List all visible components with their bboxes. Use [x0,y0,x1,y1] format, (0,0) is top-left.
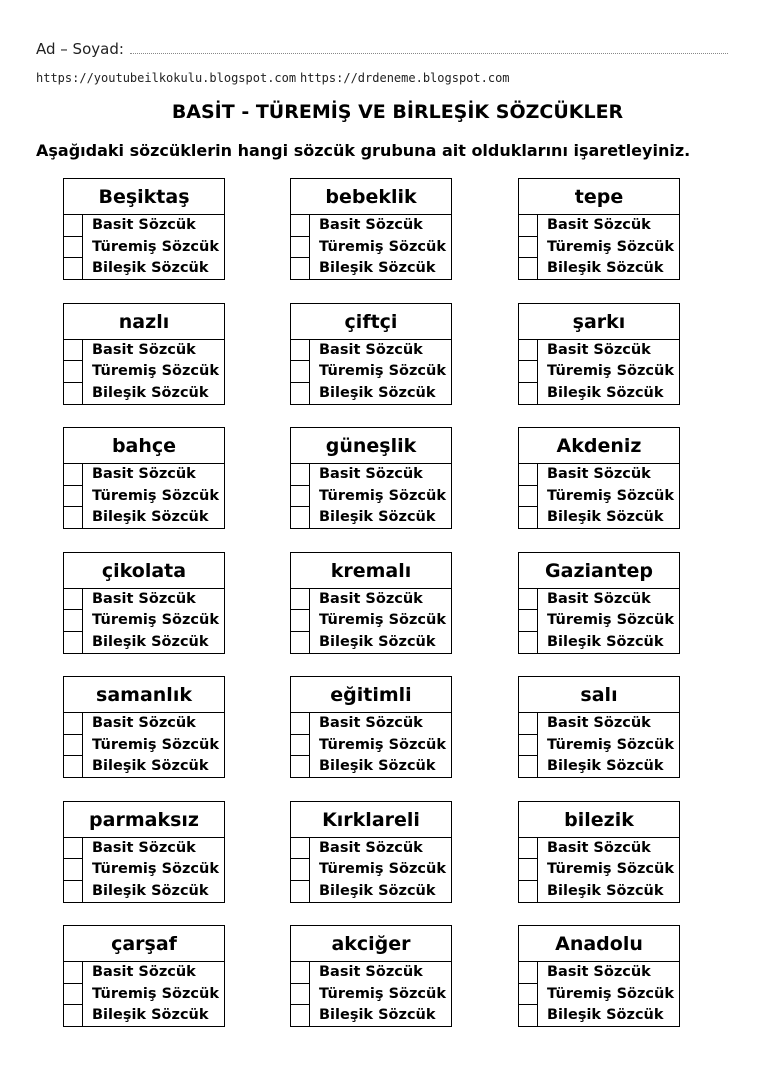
checkbox[interactable] [519,610,538,632]
checkbox[interactable] [519,859,538,881]
checkbox[interactable] [519,735,538,757]
option-label: Türemiş Sözcük [547,736,674,753]
option-row [64,756,224,778]
option-label: Türemiş Sözcük [92,363,219,379]
option-row [519,258,679,280]
option-row [291,258,451,280]
name-surname-label: Ad – Soyad: [36,40,124,58]
word-title: parmaksız [64,802,224,838]
checkbox[interactable] [291,962,310,984]
option-row [64,340,224,362]
checkbox[interactable] [64,258,83,280]
option-label: Basit Sözcük [547,839,651,856]
word-title: Kırklareli [291,802,451,838]
checkbox[interactable] [519,486,538,508]
checkbox[interactable] [291,589,310,611]
checkbox[interactable] [64,215,83,237]
option-label: Bileşik Sözcük [319,633,436,650]
checkbox[interactable] [519,1005,538,1027]
option-row [519,507,679,529]
option-row [519,340,679,362]
checkbox[interactable] [519,215,538,237]
option-row [519,237,679,259]
option-label: Türemiş Sözcük [547,238,674,255]
checkbox[interactable] [291,486,310,508]
option-row [291,383,451,405]
word-card [290,552,452,654]
checkbox[interactable] [291,838,310,860]
option-row [64,735,224,757]
checkbox[interactable] [64,1005,83,1027]
word-card [63,801,225,903]
word-card [63,925,225,1027]
option-label: Türemiş Sözcük [319,363,446,379]
word-card [290,925,452,1027]
option-label: Bileşik Sözcük [92,758,209,774]
option-row [64,610,224,632]
option-label: Türemiş Sözcük [319,736,446,753]
checkbox[interactable] [291,215,310,237]
option-row [291,507,451,529]
option-label: Türemiş Sözcük [92,985,219,1002]
word-title: güneşlik [291,428,451,464]
option-label: Bileşik Sözcük [547,1007,664,1023]
checkbox[interactable] [519,383,538,405]
name-surname-line[interactable] [36,38,728,58]
checkbox[interactable] [519,507,538,529]
option-label: Basit Sözcük [319,590,423,607]
word-card [290,178,452,280]
option-label: Türemiş Sözcük [92,612,219,628]
option-label: Türemiş Sözcük [319,238,446,255]
option-label: Basit Sözcük [319,341,423,358]
option-row [519,838,679,860]
option-label: Bileşik Sözcük [547,882,664,899]
option-row [519,361,679,383]
word-card [518,427,680,529]
word-card [63,676,225,778]
checkbox[interactable] [291,859,310,881]
checkbox[interactable] [519,340,538,362]
option-row [519,610,679,632]
option-row [519,632,679,654]
word-title: akciğer [291,926,451,962]
option-label: Türemiş Sözcük [547,861,674,877]
word-title: nazlı [64,304,224,340]
option-row [519,215,679,237]
option-row [519,735,679,757]
option-row [64,859,224,881]
option-row [519,1005,679,1027]
word-card [290,303,452,405]
option-label: Türemiş Sözcük [319,487,446,504]
word-card [290,676,452,778]
option-label: Basit Sözcük [92,341,196,358]
option-row [519,984,679,1006]
word-title: bilezik [519,802,679,838]
checkbox[interactable] [64,838,83,860]
word-title: tepe [519,179,679,215]
checkbox[interactable] [291,383,310,405]
word-title: Gaziantep [519,553,679,589]
checkbox[interactable] [291,610,310,632]
checkbox[interactable] [291,984,310,1006]
option-label: Bileşik Sözcük [92,1007,209,1023]
option-row [64,258,224,280]
option-row [291,610,451,632]
blog-url-right: https://drdeneme.blogspot.com [300,71,510,85]
option-row [291,464,451,486]
word-card [518,178,680,280]
option-label: Bileşik Sözcük [319,1007,436,1023]
option-label: Basit Sözcük [92,964,196,980]
word-card [290,801,452,903]
option-label: Basit Sözcük [92,715,196,731]
option-label: Basit Sözcük [92,590,196,607]
option-label: Bileşik Sözcük [92,633,209,650]
option-label: Türemiş Sözcük [92,736,219,753]
word-title: Akdeniz [519,428,679,464]
word-title: çikolata [64,553,224,589]
option-label: Türemiş Sözcük [547,985,674,1002]
option-label: Bileşik Sözcük [319,882,436,899]
option-label: Bileşik Sözcük [547,633,664,650]
checkbox[interactable] [519,361,538,383]
option-row [64,589,224,611]
option-label: Bileşik Sözcük [547,384,664,401]
option-label: Bileşik Sözcük [92,882,209,899]
option-label: Basit Sözcük [319,466,423,482]
checkbox[interactable] [64,881,83,903]
checkbox[interactable] [291,464,310,486]
option-row [519,756,679,778]
option-label: Türemiş Sözcük [92,238,219,255]
checkbox[interactable] [519,984,538,1006]
word-card [518,925,680,1027]
option-row [291,632,451,654]
checkbox[interactable] [64,361,83,383]
option-row [291,735,451,757]
checkbox[interactable] [291,881,310,903]
option-row [64,713,224,735]
word-card [518,676,680,778]
option-label: Türemiş Sözcük [92,861,219,877]
option-label: Bileşik Sözcük [92,260,209,276]
option-label: Bileşik Sözcük [92,509,209,525]
word-card [518,801,680,903]
word-card [290,427,452,529]
checkbox[interactable] [64,486,83,508]
word-card [63,427,225,529]
word-title: kremalı [291,553,451,589]
option-label: Basit Sözcük [547,590,651,607]
word-card [518,552,680,654]
word-title: Beşiktaş [64,179,224,215]
option-row [291,340,451,362]
option-label: Bileşik Sözcük [92,384,209,401]
option-row [64,1005,224,1027]
option-label: Basit Sözcük [92,217,196,233]
word-title: eğitimli [291,677,451,713]
word-card [63,178,225,280]
option-row [519,589,679,611]
checkbox[interactable] [291,1005,310,1027]
checkbox[interactable] [64,340,83,362]
option-row [64,838,224,860]
option-row [64,237,224,259]
option-row [291,984,451,1006]
option-row [519,859,679,881]
word-card [63,303,225,405]
option-label: Basit Sözcük [547,466,651,482]
checkbox[interactable] [64,713,83,735]
checkbox[interactable] [519,713,538,735]
checkbox[interactable] [64,589,83,611]
word-title: çiftçi [291,304,451,340]
option-row [64,464,224,486]
checkbox[interactable] [64,962,83,984]
option-label: Bileşik Sözcük [319,384,436,401]
option-label: Türemiş Sözcük [547,363,674,379]
option-row [519,713,679,735]
word-title: çarşaf [64,926,224,962]
option-label: Bileşik Sözcük [319,509,436,525]
option-row [291,859,451,881]
checkbox[interactable] [519,464,538,486]
option-label: Basit Sözcük [319,964,423,980]
option-label: Türemiş Sözcük [547,487,674,504]
checkbox[interactable] [64,632,83,654]
option-row [519,881,679,903]
option-label: Basit Sözcük [547,964,651,980]
word-title: samanlık [64,677,224,713]
option-row [519,962,679,984]
checkbox[interactable] [64,507,83,529]
option-row [291,361,451,383]
checkbox[interactable] [291,735,310,757]
checkbox[interactable] [291,713,310,735]
option-label: Türemiş Sözcük [319,612,446,628]
option-row [291,713,451,735]
checkbox[interactable] [291,237,310,259]
option-row [291,589,451,611]
word-card [518,303,680,405]
option-row [64,361,224,383]
checkbox[interactable] [64,735,83,757]
option-label: Bileşik Sözcük [547,509,664,525]
checkbox[interactable] [519,838,538,860]
option-label: Türemiş Sözcük [92,487,219,504]
option-label: Türemiş Sözcük [319,861,446,877]
option-row [291,237,451,259]
checkbox[interactable] [519,237,538,259]
option-row [64,881,224,903]
option-label: Basit Sözcük [319,839,423,856]
option-label: Basit Sözcük [547,341,651,358]
option-row [291,486,451,508]
option-label: Bileşik Sözcük [319,260,436,276]
option-row [291,1005,451,1027]
checkbox[interactable] [519,881,538,903]
word-title: bahçe [64,428,224,464]
option-label: Türemiş Sözcük [319,985,446,1002]
checkbox[interactable] [519,962,538,984]
worksheet-instruction: Aşağıdaki sözcüklerin hangi sözcük grubuna ait olduklarını işaretleyiniz. [36,141,691,160]
option-row [64,507,224,529]
checkbox[interactable] [519,756,538,778]
option-row [291,215,451,237]
option-row [291,881,451,903]
option-label: Basit Sözcük [92,839,196,856]
checkbox[interactable] [519,632,538,654]
option-row [519,383,679,405]
option-label: Bileşik Sözcük [547,260,664,276]
option-row [519,486,679,508]
option-row [64,984,224,1006]
option-row [64,962,224,984]
checkbox[interactable] [64,383,83,405]
option-label: Basit Sözcük [547,715,651,731]
worksheet-title: BASİT - TÜREMİŞ VE BİRLEŞİK SÖZCÜKLER [171,101,624,123]
option-row [64,632,224,654]
checkbox[interactable] [291,507,310,529]
option-label: Basit Sözcük [92,466,196,482]
word-title: Anadolu [519,926,679,962]
checkbox[interactable] [64,984,83,1006]
option-label: Bileşik Sözcük [547,758,664,774]
checkbox[interactable] [291,258,310,280]
checkbox[interactable] [291,361,310,383]
blog-url-left: https://youtubeilkokulu.blogspot.com [36,71,297,85]
option-label: Bileşik Sözcük [319,758,436,774]
option-row [64,215,224,237]
word-title: salı [519,677,679,713]
checkbox[interactable] [519,258,538,280]
checkbox[interactable] [64,756,83,778]
checkbox[interactable] [64,859,83,881]
name-surname-dotted-line [130,53,728,54]
checkbox[interactable] [64,237,83,259]
word-title: bebeklik [291,179,451,215]
word-card [63,552,225,654]
word-title: şarkı [519,304,679,340]
option-label: Türemiş Sözcük [547,612,674,628]
option-row [64,383,224,405]
option-row [64,486,224,508]
option-row [291,756,451,778]
option-row [291,838,451,860]
option-label: Basit Sözcük [547,217,651,233]
checkbox[interactable] [519,589,538,611]
option-row [519,464,679,486]
checkbox[interactable] [291,756,310,778]
option-row [291,962,451,984]
checkbox[interactable] [64,610,83,632]
option-label: Basit Sözcük [319,217,423,233]
checkbox[interactable] [291,340,310,362]
checkbox[interactable] [291,632,310,654]
checkbox[interactable] [64,464,83,486]
option-label: Basit Sözcük [319,715,423,731]
